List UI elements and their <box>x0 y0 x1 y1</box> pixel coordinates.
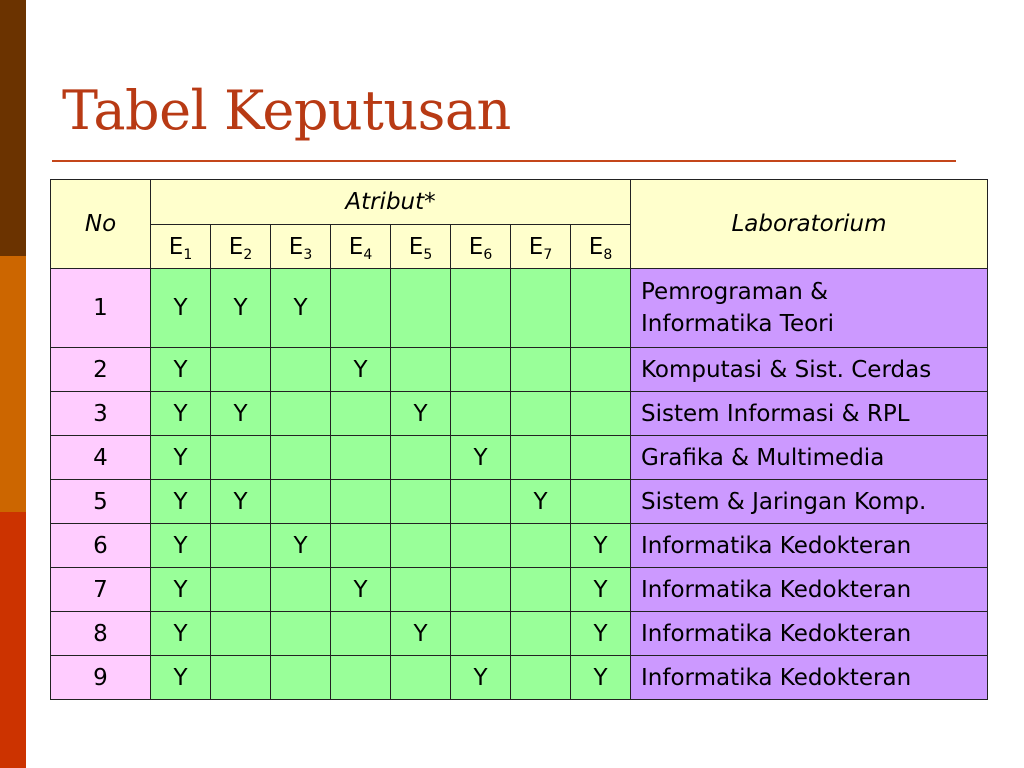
attribute-cell-e1: Y <box>151 392 211 436</box>
attribute-cell-e8 <box>571 480 631 524</box>
attribute-cell-e3 <box>271 568 331 612</box>
laboratorium-cell <box>631 568 988 612</box>
attribute-cell-e5: Y <box>391 392 451 436</box>
attribute-cell-e7 <box>511 612 571 656</box>
header-e-subscript: 3 <box>303 246 313 263</box>
side-strip-top <box>0 0 26 256</box>
header-e-subscript: 7 <box>543 246 553 263</box>
table-row <box>51 656 988 700</box>
table-row <box>51 612 988 656</box>
header-e-base: E <box>408 233 424 260</box>
attribute-cell-e5 <box>391 348 451 392</box>
attribute-cell-e3: Y <box>271 269 331 348</box>
laboratorium-line-1: Informatika Kedokteran <box>641 664 912 691</box>
attribute-cell-e2: Y <box>211 480 271 524</box>
header-laboratorium: Laboratorium <box>631 180 988 269</box>
attribute-cell-e5 <box>391 436 451 480</box>
attribute-cell-e2 <box>211 612 271 656</box>
attribute-cell-e4: Y <box>331 348 391 392</box>
row-number-cell: 3 <box>51 392 151 436</box>
row-number-cell: 9 <box>51 656 151 700</box>
slide-title: Tabel Keputusan <box>62 79 511 142</box>
attribute-cell-e3 <box>271 612 331 656</box>
laboratorium-line-1: Sistem & Jaringan Komp. <box>641 488 927 515</box>
attribute-cell-e4 <box>331 436 391 480</box>
laboratorium-line-1: Komputasi & Sist. Cerdas <box>641 356 932 383</box>
header-e6 <box>451 225 511 269</box>
attribute-cell-e2: Y <box>211 269 271 348</box>
attribute-cell-e3 <box>271 656 331 700</box>
attribute-cell-e2: Y <box>211 392 271 436</box>
attribute-cell-e1: Y <box>151 568 211 612</box>
header-no: No <box>51 180 151 269</box>
attribute-cell-e3 <box>271 392 331 436</box>
attribute-cell-e2 <box>211 348 271 392</box>
laboratorium-line-1: Sistem Informasi & RPL <box>641 400 910 427</box>
laboratorium-cell <box>631 612 988 656</box>
header-e-base: E <box>588 233 604 260</box>
row-number-cell: 2 <box>51 348 151 392</box>
attribute-cell-e6 <box>451 480 511 524</box>
attribute-cell-e5 <box>391 480 451 524</box>
attribute-cell-e1: Y <box>151 612 211 656</box>
attribute-cell-e1: Y <box>151 524 211 568</box>
header-e3 <box>271 225 331 269</box>
header-e2 <box>211 225 271 269</box>
table-row <box>51 480 988 524</box>
side-strip-middle <box>0 256 26 512</box>
decision-table <box>50 179 988 700</box>
table-row <box>51 392 988 436</box>
header-e8 <box>571 225 631 269</box>
header-e-base: E <box>228 233 244 260</box>
header-e-subscript: 1 <box>183 246 193 263</box>
laboratorium-line-2: Informatika Teori <box>641 311 835 337</box>
attribute-cell-e6 <box>451 524 511 568</box>
attribute-cell-e7: Y <box>511 480 571 524</box>
attribute-cell-e6 <box>451 269 511 348</box>
header-e7 <box>511 225 571 269</box>
attribute-cell-e4 <box>331 656 391 700</box>
laboratorium-cell <box>631 436 988 480</box>
attribute-cell-e7 <box>511 269 571 348</box>
attribute-cell-e4: Y <box>331 568 391 612</box>
laboratorium-cell <box>631 656 988 700</box>
attribute-cell-e3 <box>271 436 331 480</box>
attribute-cell-e8: Y <box>571 612 631 656</box>
attribute-cell-e2 <box>211 436 271 480</box>
attribute-cell-e5 <box>391 568 451 612</box>
attribute-cell-e2 <box>211 568 271 612</box>
laboratorium-line-1: Informatika Kedokteran <box>641 620 912 647</box>
table-row <box>51 524 988 568</box>
header-e-subscript: 6 <box>483 246 493 263</box>
header-e-subscript: 2 <box>243 246 253 263</box>
header-e-subscript: 4 <box>363 246 373 263</box>
header-e4 <box>331 225 391 269</box>
attribute-cell-e8: Y <box>571 656 631 700</box>
attribute-cell-e7 <box>511 348 571 392</box>
row-number-cell: 4 <box>51 436 151 480</box>
attribute-cell-e4 <box>331 524 391 568</box>
attribute-cell-e4 <box>331 392 391 436</box>
laboratorium-line-1: Informatika Kedokteran <box>641 576 912 603</box>
header-e1 <box>151 225 211 269</box>
attribute-cell-e8: Y <box>571 524 631 568</box>
laboratorium-cell <box>631 524 988 568</box>
attribute-cell-e5 <box>391 524 451 568</box>
attribute-cell-e1: Y <box>151 480 211 524</box>
header-e-base: E <box>348 233 364 260</box>
table-row <box>51 568 988 612</box>
attribute-cell-e5 <box>391 656 451 700</box>
attribute-cell-e7 <box>511 436 571 480</box>
attribute-cell-e3 <box>271 480 331 524</box>
header-e-base: E <box>168 233 184 260</box>
attribute-cell-e5: Y <box>391 612 451 656</box>
table-row <box>51 436 988 480</box>
attribute-cell-e4 <box>331 612 391 656</box>
attribute-cell-e1: Y <box>151 269 211 348</box>
header-e-subscript: 8 <box>603 246 613 263</box>
attribute-cell-e6 <box>451 612 511 656</box>
attribute-cell-e8: Y <box>571 568 631 612</box>
attribute-cell-e2 <box>211 656 271 700</box>
attribute-cell-e7 <box>511 524 571 568</box>
row-number-cell: 8 <box>51 612 151 656</box>
attribute-cell-e8 <box>571 436 631 480</box>
header-row-1 <box>51 180 988 225</box>
laboratorium-line-1: Grafika & Multimedia <box>641 444 885 471</box>
laboratorium-line-1: Pemrograman & <box>641 279 829 305</box>
header-e-base: E <box>468 233 484 260</box>
attribute-cell-e4 <box>331 269 391 348</box>
header-e5 <box>391 225 451 269</box>
attribute-cell-e2 <box>211 524 271 568</box>
attribute-cell-e6 <box>451 392 511 436</box>
attribute-cell-e6: Y <box>451 656 511 700</box>
attribute-cell-e6: Y <box>451 436 511 480</box>
table-row <box>51 348 988 392</box>
attribute-cell-e1: Y <box>151 348 211 392</box>
attribute-cell-e6 <box>451 568 511 612</box>
laboratorium-cell <box>631 348 988 392</box>
header-e-base: E <box>528 233 544 260</box>
attribute-cell-e3: Y <box>271 524 331 568</box>
table-row <box>51 269 988 348</box>
attribute-cell-e7 <box>511 656 571 700</box>
laboratorium-cell <box>631 392 988 436</box>
row-number-cell: 1 <box>51 269 151 348</box>
laboratorium-cell <box>631 480 988 524</box>
attribute-cell-e7 <box>511 568 571 612</box>
laboratorium-cell <box>631 269 988 348</box>
title-divider <box>52 160 956 162</box>
header-atribut: Atribut* <box>151 180 631 225</box>
row-number-cell: 5 <box>51 480 151 524</box>
attribute-cell-e7 <box>511 392 571 436</box>
attribute-cell-e6 <box>451 348 511 392</box>
attribute-cell-e8 <box>571 269 631 348</box>
attribute-cell-e8 <box>571 348 631 392</box>
header-e-subscript: 5 <box>423 246 433 263</box>
laboratorium-line-1: Informatika Kedokteran <box>641 532 912 559</box>
attribute-cell-e1: Y <box>151 656 211 700</box>
side-strip-bottom <box>0 512 26 768</box>
attribute-cell-e1: Y <box>151 436 211 480</box>
attribute-cell-e3 <box>271 348 331 392</box>
row-number-cell: 6 <box>51 524 151 568</box>
header-e-base: E <box>288 233 304 260</box>
attribute-cell-e5 <box>391 269 451 348</box>
attribute-cell-e8 <box>571 392 631 436</box>
attribute-cell-e4 <box>331 480 391 524</box>
row-number-cell: 7 <box>51 568 151 612</box>
